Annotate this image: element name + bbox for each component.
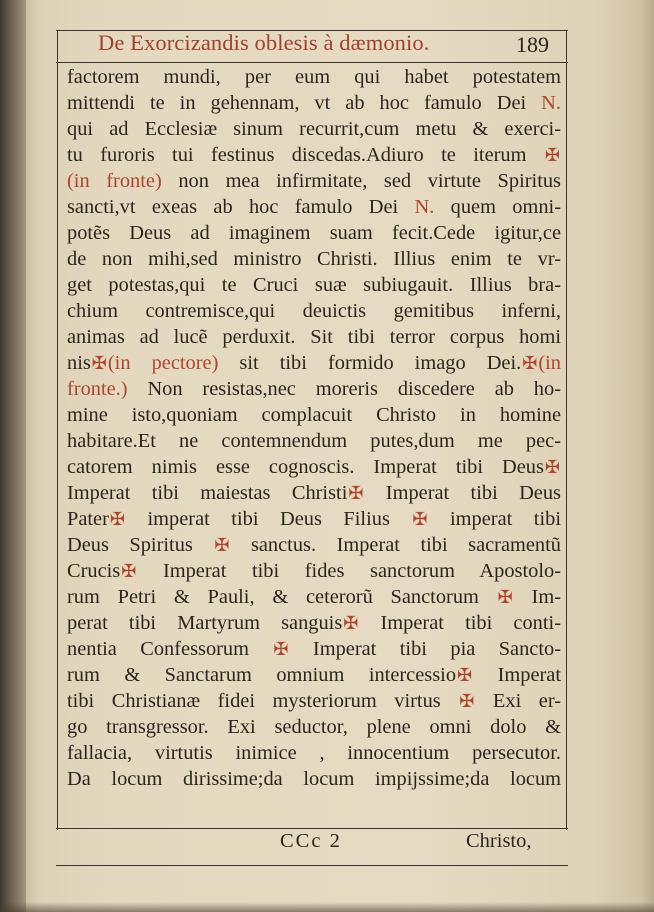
cross-icon: ✠	[109, 509, 125, 529]
cross-icon: ✠	[457, 665, 473, 685]
text-line	[67, 142, 561, 168]
text-line	[67, 584, 561, 610]
text-run: Im-	[513, 586, 561, 608]
text-run: go transgressor. Exi seductor, plene omni dolo &	[67, 716, 561, 738]
text-line	[67, 116, 561, 142]
text-line	[67, 402, 561, 428]
text-run: Imperat tibi conti-	[359, 612, 561, 634]
text-run: Exi er-	[475, 690, 561, 712]
text-line	[67, 766, 561, 792]
text-line	[67, 64, 561, 90]
text-run: imperat tibi	[428, 508, 561, 530]
cross-icon: ✠	[121, 561, 137, 581]
cross-icon: ✠	[497, 587, 513, 607]
cross-icon: ✠	[214, 535, 230, 555]
text-run: nentia Confessorum	[67, 638, 249, 660]
page-footer	[280, 830, 570, 860]
rubric-direction: (in fronte)	[67, 170, 162, 192]
signature-mark: CCc 2	[280, 830, 342, 852]
text-run: fallacia, virtutis inimice , innocentium persecutor.	[67, 742, 561, 764]
text-run: nis	[67, 352, 91, 374]
page-number: 189	[516, 32, 549, 57]
text-run: sit tibi formido imago Dei.	[218, 352, 522, 374]
text-run: mine isto,quoniam complacuit Christo in homine	[67, 404, 561, 426]
rubric-mark: N.	[414, 196, 435, 218]
text-line	[67, 714, 561, 740]
text-run: tu furoris tui festinus discedas.Adiuro te iterum	[67, 144, 527, 166]
running-title: De Exorcizandis oblesis à dæmonio.	[98, 30, 430, 55]
footer-rule-bottom	[56, 865, 568, 866]
text-run: Imperat tibi pia Sancto-	[289, 638, 561, 660]
text-run: imperat tibi Deus Filius	[126, 508, 390, 530]
text-line	[67, 246, 561, 272]
text-run: perat tibi Martyrum sanguis	[67, 612, 343, 634]
cross-icon: ✠	[522, 353, 538, 373]
text-line	[67, 168, 561, 194]
text-line	[67, 90, 561, 116]
cross-icon: ✠	[544, 145, 560, 165]
rubric-direction: fronte.)	[67, 378, 128, 400]
text-run: Pater	[67, 508, 109, 530]
text-line	[67, 636, 561, 662]
text-run: factorem mundi, per eum qui habet potestatem	[67, 66, 561, 88]
text-line	[67, 350, 561, 376]
text-run: potẽs Deus ad imaginem suam fecit.Cede igitur,ce	[67, 222, 561, 244]
text-run: mittendi te in gehennam, vt ab hoc famulo Dei	[67, 92, 542, 114]
cross-icon: ✠	[544, 457, 560, 477]
text-run: habitare.Et ne contemnendum putes,dum me pec-	[67, 430, 561, 452]
text-line	[67, 220, 561, 246]
page-header	[98, 28, 558, 62]
text-run: Imperat tibi fides sanctorum Apostolo-	[137, 560, 561, 582]
text-line	[67, 376, 561, 402]
text-run: animas ad lucẽ perduxit. Sit tibi terror corpus homi	[67, 326, 561, 348]
text-line	[67, 532, 561, 558]
text-run: chium contremisce,qui deuictis gemitibus inferni,	[67, 300, 561, 322]
rubric-mark: N.	[541, 92, 561, 114]
text-line	[67, 454, 561, 480]
text-line	[67, 688, 561, 714]
text-line	[67, 298, 561, 324]
cross-icon: ✠	[459, 691, 475, 711]
text-run: Imperat	[473, 664, 561, 686]
text-run: de non mihi,sed ministro Christi. Illius enim te vr-	[67, 248, 561, 270]
text-run: Imperat tibi Deus	[364, 482, 561, 504]
text-line	[67, 506, 561, 532]
text-run: rum & Sanctarum omnium intercessio	[67, 664, 457, 686]
text-run: rum Petri & Pauli, & ceterorũ Sanctorum	[67, 586, 479, 608]
text-run: non mea infirmitate, sed virtute Spiritus	[161, 170, 561, 192]
text-run: tibi Christianæ fidei mysteriorum virtus	[67, 690, 441, 712]
cross-icon: ✠	[412, 509, 428, 529]
text-run: sancti,vt exeas ab hoc famulo Dei	[67, 196, 415, 218]
text-line	[67, 428, 561, 454]
frame-rule-left	[57, 30, 58, 830]
body-text	[67, 64, 561, 792]
cross-icon: ✠	[343, 613, 359, 633]
text-run: quem omni-	[434, 196, 561, 218]
text-run: Deus Spiritus	[67, 534, 193, 556]
text-run: Da locum dirissime;da locum impijssime;da locum	[67, 768, 561, 790]
text-line	[67, 480, 561, 506]
rubric-direction: (in pectore)	[107, 352, 219, 374]
text-line	[67, 194, 561, 220]
text-line	[67, 662, 561, 688]
frame-rule-right	[566, 30, 567, 830]
cross-icon: ✠	[91, 353, 107, 373]
text-run: get potestas,qui te Cruci suæ subiugauit. Illius bra-	[67, 274, 561, 296]
text-line	[67, 272, 561, 298]
text-run: sanctus. Imperat tibi sacramentũ	[230, 534, 561, 556]
rubric-direction: (in	[538, 352, 561, 374]
cross-icon: ✠	[273, 639, 289, 659]
text-line	[67, 324, 561, 350]
text-run: Crucis	[67, 560, 121, 582]
cross-icon: ✠	[348, 483, 364, 503]
text-line	[67, 610, 561, 636]
page-bottom-edge	[0, 902, 654, 912]
text-run: Non resistas,nec moreris discedere ab ho-	[127, 378, 561, 400]
text-line	[67, 740, 561, 766]
text-run: catorem nimis esse cognoscis. Imperat tibi Deus	[67, 456, 544, 478]
catchword: Christo,	[466, 830, 532, 852]
text-run: qui ad Ecclesiæ sinum recurrit,cum metu & exerci-	[67, 118, 561, 140]
text-line	[67, 558, 561, 584]
text-run: Imperat tibi maiestas Christi	[67, 482, 348, 504]
book-gutter	[0, 0, 26, 912]
